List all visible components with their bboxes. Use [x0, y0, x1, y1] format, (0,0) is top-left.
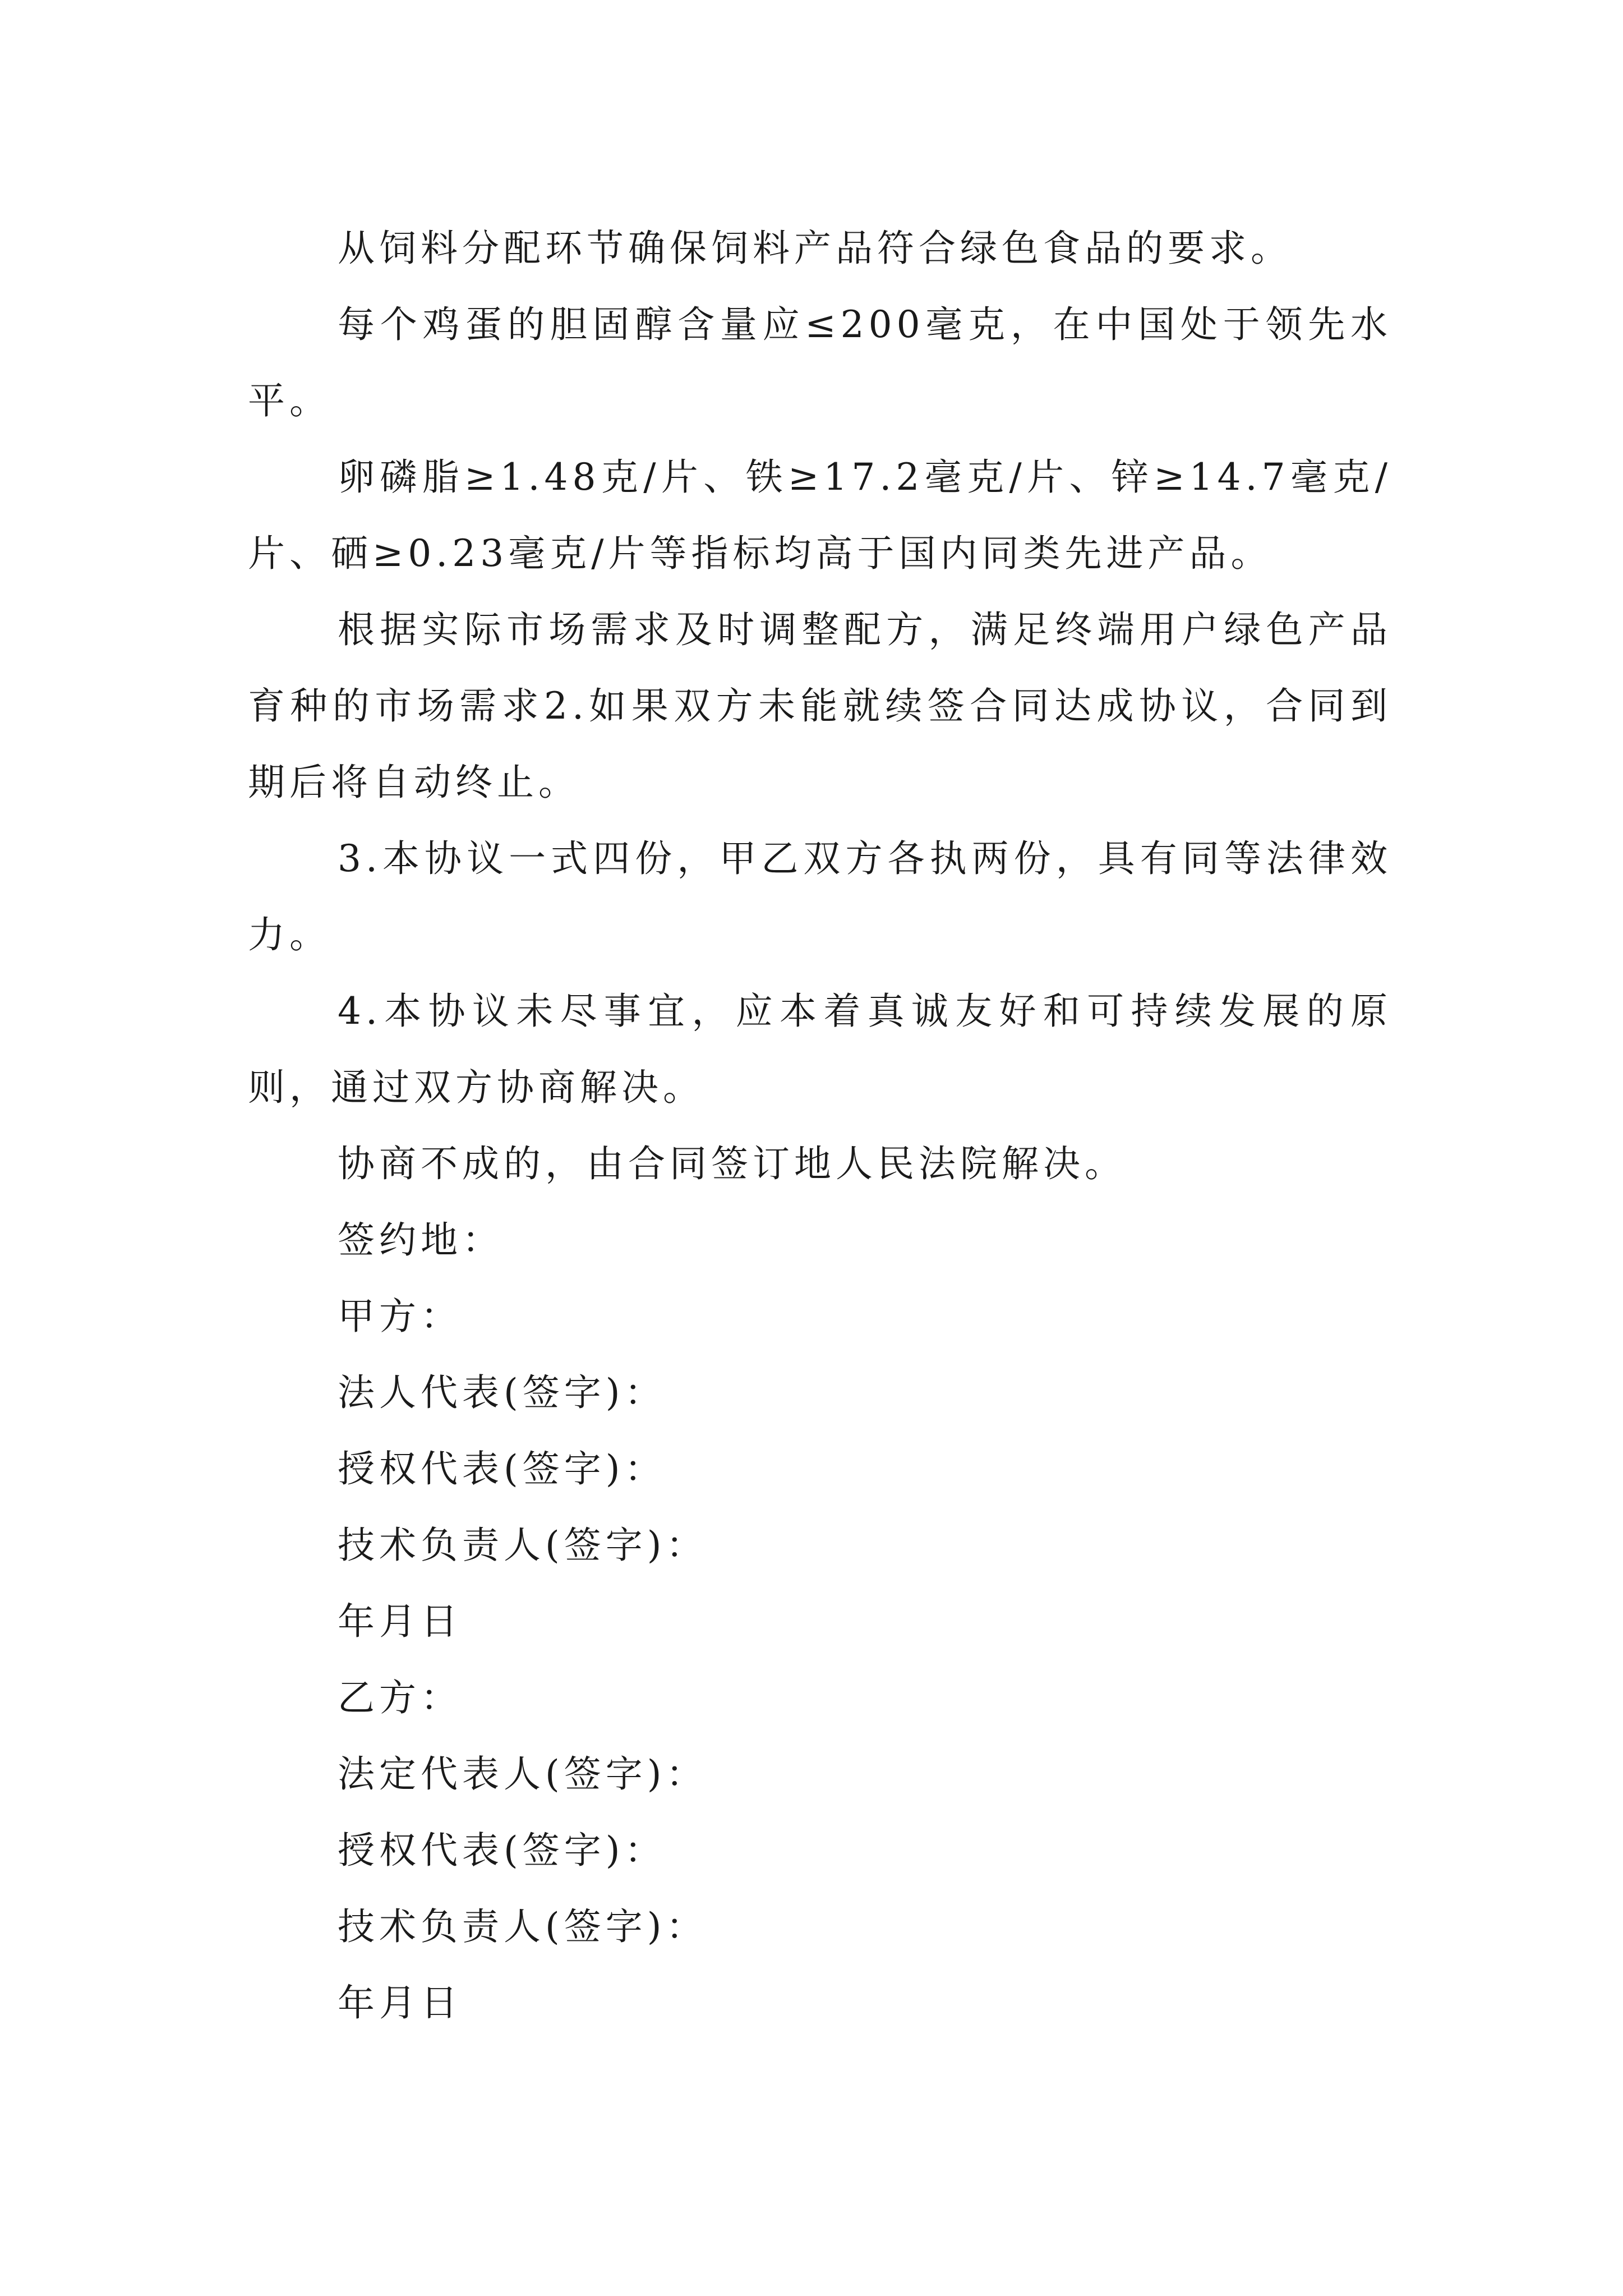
paragraph-cholesterol: 每个鸡蛋的胆固醇含量应≤200毫克，在中国处于领先水平。 — [248, 303, 1392, 422]
paragraph-unresolved-matters: 4.本协议未尽事宜，应本着真诚友好和可持续发展的原则，通过双方协商解决。 — [248, 990, 1392, 1109]
document-page — [248, 210, 1392, 2041]
party-a-authorized-rep-signature: 授权代表(签字)： — [338, 1447, 666, 1490]
paragraph-nutrient-indicators: 卵磷脂≥1.48克/片、铁≥17.2毫克/片、锌≥14.7毫克/片、硒≥0.23毫克/片等指标均高于国内同类先进产品。 — [248, 455, 1392, 575]
paragraph-feed-distribution: 从饲料分配环节确保饲料产品符合绿色食品的要求。 — [338, 227, 1292, 270]
paragraph-formula-adjustment: 根据实际市场需求及时调整配方，满足终端用户绿色产品育种的市场需求2.如果双方未能就续签合同达成协议，合同到期后将自动终止。 — [248, 608, 1392, 804]
party-a-date: 年月日 — [338, 1600, 462, 1643]
party-b-legal-rep-signature: 法定代表人(签字)： — [338, 1752, 708, 1796]
party-a-technical-lead-signature: 技术负责人(签字)： — [338, 1524, 708, 1567]
party-b-label: 乙方： — [338, 1676, 462, 1719]
party-b-date: 年月日 — [338, 1981, 462, 2024]
signing-place-label: 签约地： — [338, 1218, 504, 1262]
party-b-authorized-rep-signature: 授权代表(签字)： — [338, 1829, 666, 1872]
paragraph-court-resolution: 协商不成的，由合同签订地人民法院解决。 — [338, 1142, 1126, 1185]
party-a-label: 甲方： — [338, 1295, 462, 1338]
paragraph-copies-clause: 3.本协议一式四份，甲乙双方各执两份，具有同等法律效力。 — [248, 837, 1392, 956]
party-b-technical-lead-signature: 技术负责人(签字)： — [338, 1905, 708, 1948]
party-a-legal-rep-signature: 法人代表(签字)： — [338, 1371, 666, 1414]
